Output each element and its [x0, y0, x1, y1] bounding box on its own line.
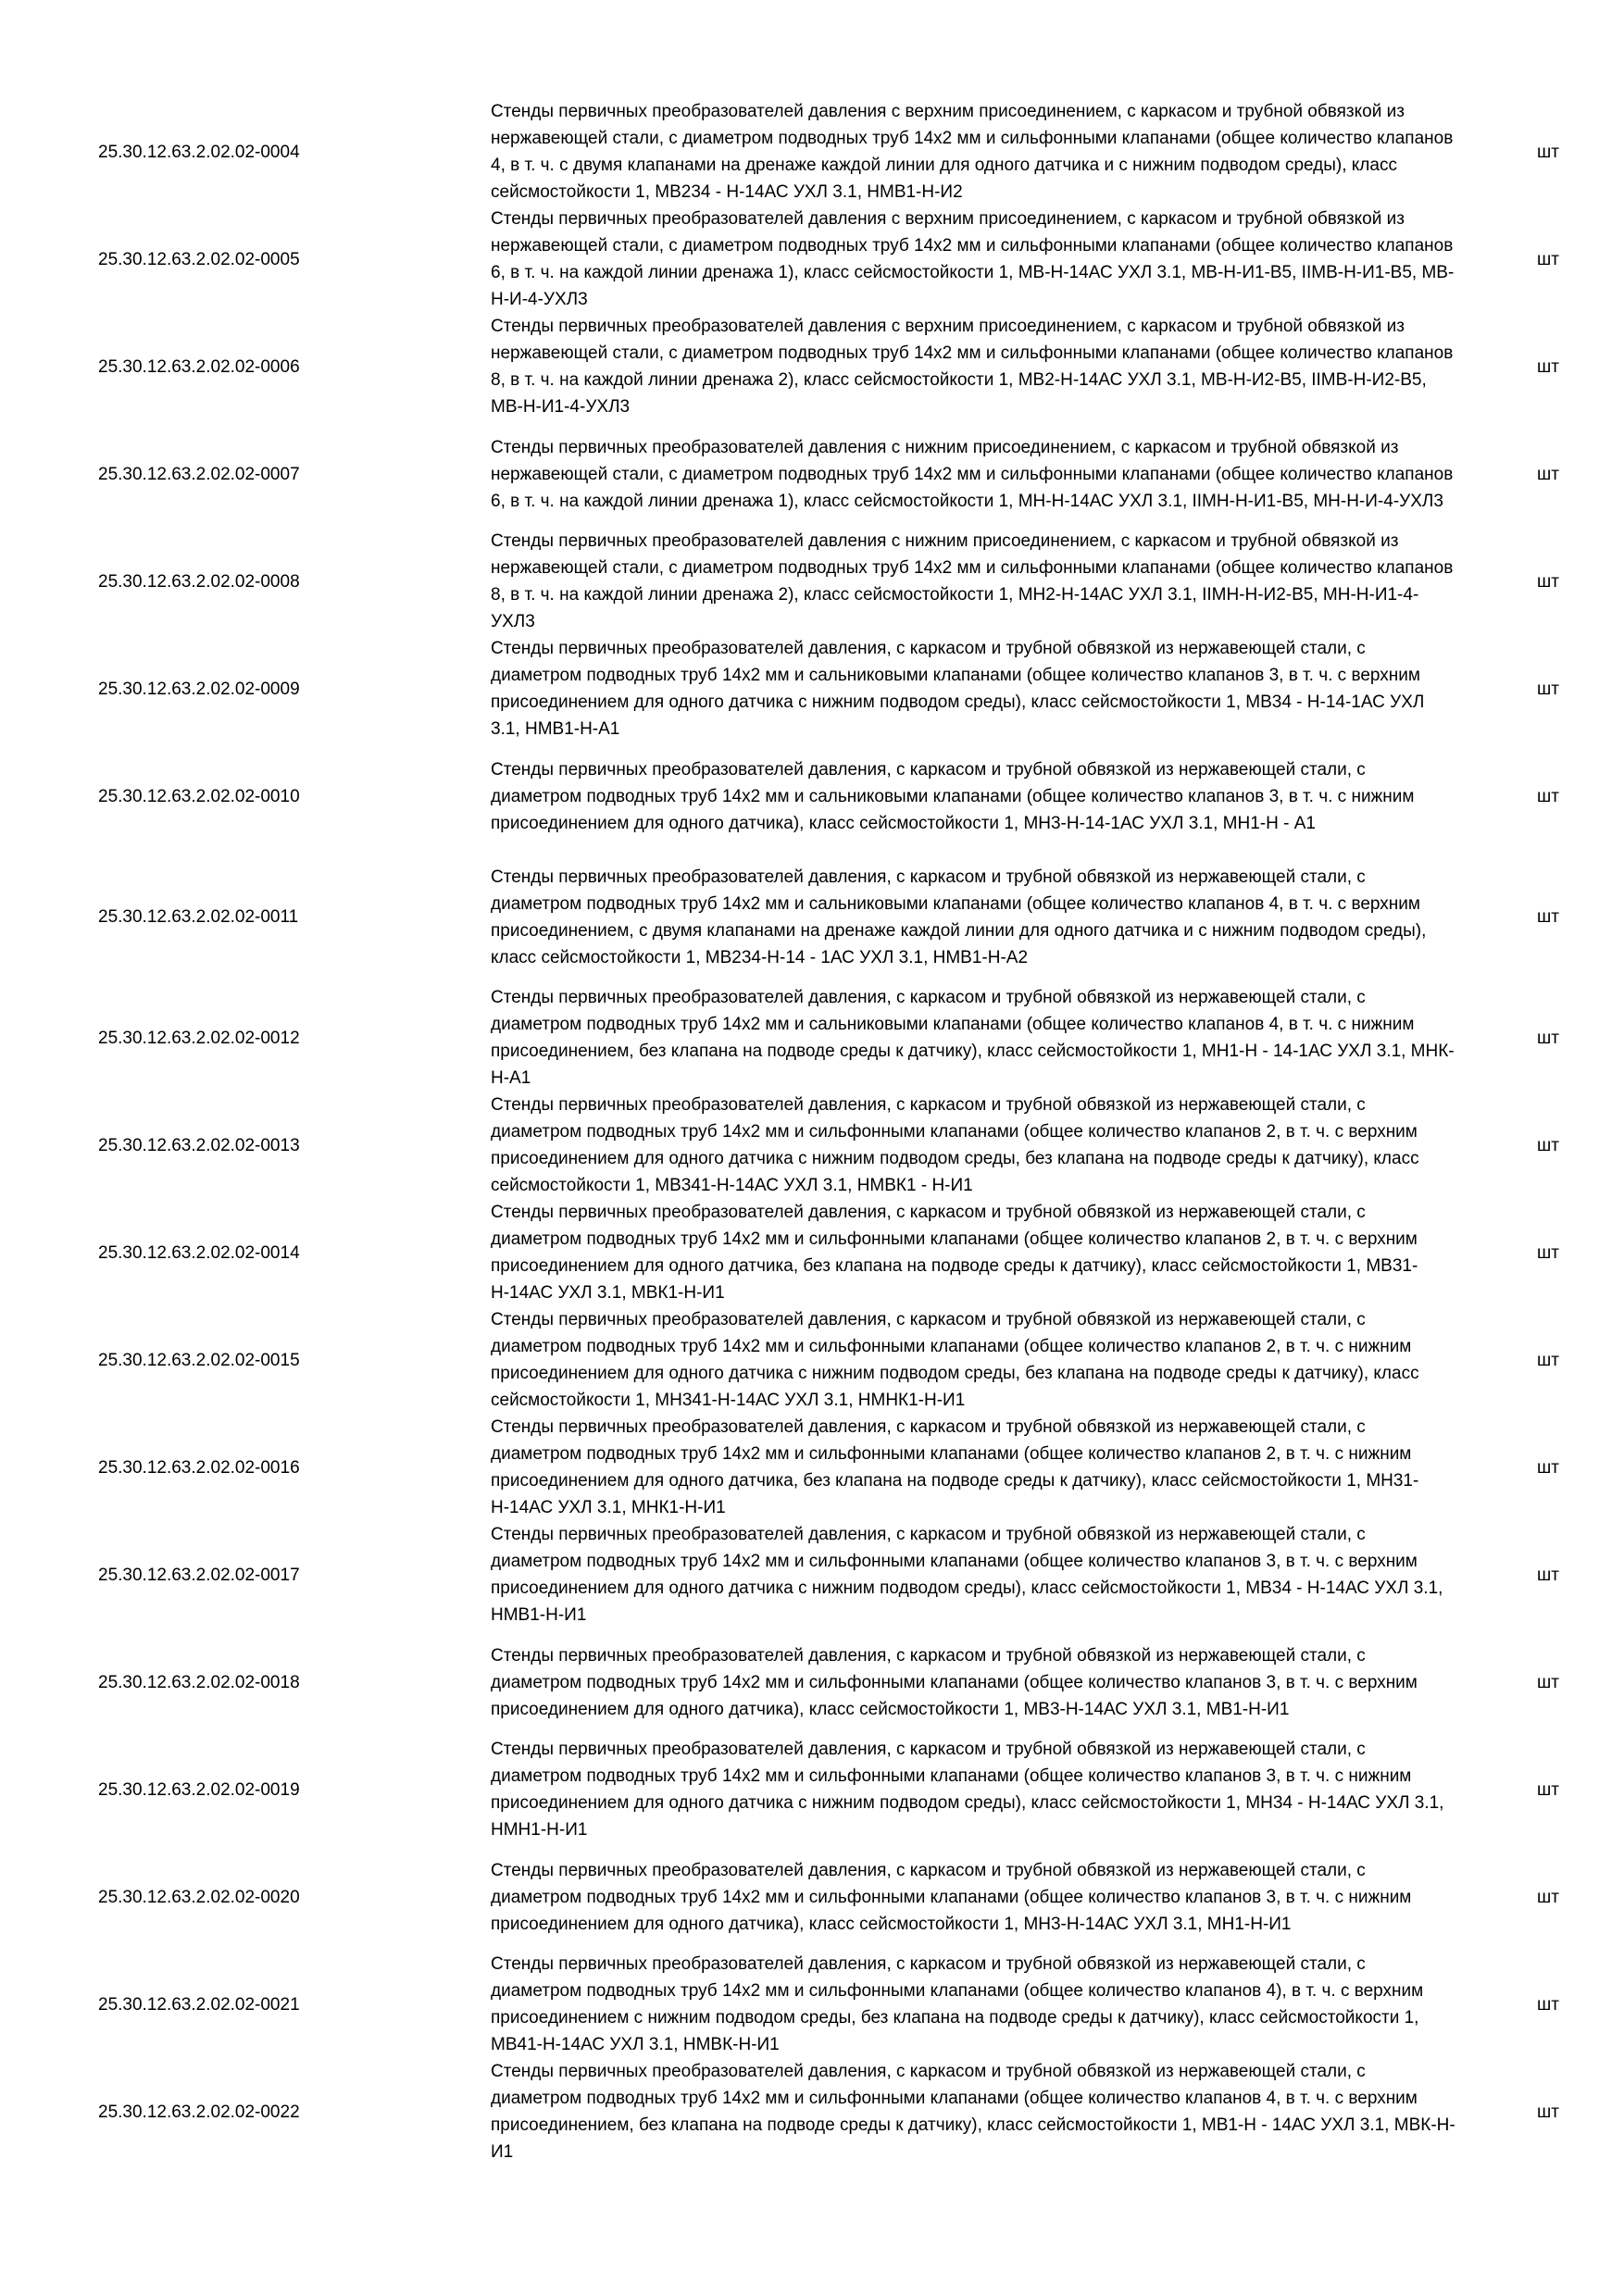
- item-description: Стенды первичных преобразователей давления, с каркасом и трубной обвязкой из нержавеющей стали, с диаметром подводных труб 14х2 мм и сильфонными клапанами (общее количество клапанов 3, в т. ч. с нижним присоединением для одного датчика), класс сейсмостойкости 1, МН3-Н-14АС УХЛ 3.1, МН1-Н-И1: [491, 1860, 1412, 1934]
- item-description: Стенды первичных преобразователей давления, с каркасом и трубной обвязкой из нержавеющей стали, с диаметром подводных труб 14х2 мм и сильфонными клапанами (общее количество клапанов 3, в т. ч. с верхним присоединением для одного датчика), класс сейсмостойкости 1, МВ3-Н-14АС УХЛ 3.1, МВ1-Н-И1: [491, 1645, 1418, 1719]
- table-row: [0, 206, 1624, 313]
- item-code: 25.30.12.63.2.02.02-0012: [98, 1028, 300, 1048]
- table-row: [0, 1736, 1624, 1843]
- item-unit: шт: [1537, 786, 1559, 806]
- item-unit: шт: [1537, 1779, 1559, 1800]
- item-code: 25.30.12.63.2.02.02-0022: [98, 2102, 300, 2122]
- table-row: [0, 98, 1624, 206]
- table-row: [0, 420, 1624, 528]
- item-code: 25.30.12.63.2.02.02-0019: [98, 1779, 300, 1800]
- table-row: [0, 1843, 1624, 1951]
- item-description: Стенды первичных преобразователей давления, с каркасом и трубной обвязкой из нержавеющей стали, с диаметром подводных труб 14х2 мм и сальниковыми клапанами (общее количество клапанов 3, в т. ч. с нижним присоединением для одного датчика), класс сейсмостойкости 1, МН3-Н-14-1АС УХЛ 3.1, МН1-Н - А1: [491, 759, 1415, 833]
- item-code: 25.30.12.63.2.02.02-0020: [98, 1887, 300, 1907]
- item-unit: шт: [1537, 1672, 1559, 1692]
- table-row: [0, 1951, 1624, 2058]
- table-row: [0, 1414, 1624, 1521]
- table-row: [0, 984, 1624, 1092]
- item-description: Стенды первичных преобразователей давления, с каркасом и трубной обвязкой из нержавеющей стали, с диаметром подводных труб 14х2 мм и сильфонными клапанами (общее количество клапанов 3, в т. ч. с верхним присоединением для одного датчика с нижним подводом среды), класс сейсмостойкости 1, МВ34 - Н-14АС УХЛ 3.1, НМВ1-Н-И1: [491, 1525, 1443, 1625]
- item-unit: шт: [1537, 1242, 1559, 1263]
- table-row: [0, 850, 1624, 984]
- item-description: Стенды первичных преобразователей давления, с каркасом и трубной обвязкой из нержавеющей стали, с диаметром подводных труб 14х2 мм и сильфонными клапанами (общее количество клапанов 3, в т. ч. с нижним присоединением для одного датчика с нижним подводом среды), класс сейсмостойкости 1, МН34 - Н-14АС УХЛ 3.1, НМН1-Н-И1: [491, 1740, 1444, 1840]
- item-unit: шт: [1537, 1565, 1559, 1585]
- item-unit: шт: [1537, 907, 1559, 927]
- table-row: [0, 313, 1624, 420]
- item-unit: шт: [1537, 1350, 1559, 1370]
- item-description: Стенды первичных преобразователей давления, с каркасом и трубной обвязкой из нержавеющей стали, с диаметром подводных труб 14х2 мм и сильфонными клапанами (общее количество клапанов 2, в т. ч. с нижним присоединением для одного датчика, без клапана на подводе среды к датчику), класс сейсмостойкости 1, МН31-Н-14АС УХЛ 3.1, МНК1-Н-И1: [491, 1417, 1419, 1517]
- table-row: [0, 1092, 1624, 1199]
- item-code: 25.30.12.63.2.02.02-0004: [98, 142, 300, 162]
- item-unit: шт: [1537, 1887, 1559, 1907]
- table-row: [0, 635, 1624, 742]
- table-row: [0, 2058, 1624, 2165]
- item-code: 25.30.12.63.2.02.02-0017: [98, 1565, 300, 1585]
- item-description: Стенды первичных преобразователей давления, с каркасом и трубной обвязкой из нержавеющей стали, с диаметром подводных труб 14х2 мм и сильфонными клапанами (общее количество клапанов 4, в т. ч. с верхним присоединением, без клапана на подводе среды к датчику), класс сейсмостойкости 1, МВ1-Н - 14АС УХЛ 3.1, МВК-Н-И1: [491, 2062, 1455, 2162]
- item-description: Стенды первичных преобразователей давления, с каркасом и трубной обвязкой из нержавеющей стали, с диаметром подводных труб 14х2 мм и сильфонными клапанами (общее количество клапанов 2, в т. ч. с нижним присоединением для одного датчика с нижним подводом среды, без клапана на подводе среды к датчику), класс сейсмостойкости 1, МН341-Н-14АС УХЛ 3.1, НМНК1-Н-И1: [491, 1310, 1419, 1410]
- item-description: Стенды первичных преобразователей давления, с каркасом и трубной обвязкой из нержавеющей стали, с диаметром подводных труб 14х2 мм и сильфонными клапанами (общее количество клапанов 2, в т. ч. с верхним присоединением для одного датчика, без клапана на подводе среды к датчику), класс сейсмостойкости 1, МВ31-Н-14АС УХЛ 3.1, МВК1-Н-И1: [491, 1203, 1418, 1303]
- item-code: 25.30.12.63.2.02.02-0013: [98, 1135, 300, 1155]
- item-code: 25.30.12.63.2.02.02-0008: [98, 571, 300, 592]
- catalog-table: [0, 98, 1624, 2165]
- item-unit: шт: [1537, 2102, 1559, 2122]
- item-description: Стенды первичных преобразователей давления с верхним присоединением, с каркасом и трубной обвязкой из нержавеющей стали, с диаметром подводных труб 14х2 мм и сильфонными клапанами (общее количество клапанов 6, в т. ч. на каждой линии дренажа 1), класс сейсмостойкости 1, МВ-Н-14АС УХЛ 3.1, МВ-Н-И1-В5, IIМВ-Н-И1-В5, МВ-Н-И-4-УХЛ3: [491, 209, 1455, 309]
- item-code: 25.30.12.63.2.02.02-0021: [98, 1994, 300, 2015]
- item-description: Стенды первичных преобразователей давления, с каркасом и трубной обвязкой из нержавеющей стали, с диаметром подводных труб 14х2 мм и сильфонными клапанами (общее количество клапанов 4), в т. ч. с верхним присоединением с нижним подводом среды, без клапана на подводе среды к датчику), класс сейсмостойкости 1, МВ41-Н-14АС УХЛ 3.1, НМВК-Н-И1: [491, 1954, 1424, 2054]
- item-code: 25.30.12.63.2.02.02-0016: [98, 1457, 300, 1478]
- item-description: Стенды первичных преобразователей давления с нижним присоединением, с каркасом и трубной обвязкой из нержавеющей стали, с диаметром подводных труб 14х2 мм и сильфонными клапанами (общее количество клапанов 8, в т. ч. на каждой линии дренажа 2), класс сейсмостойкости 1, МН2-Н-14АС УХЛ 3.1, IIМН-Н-И2-В5, МН-Н-И1-4-УХЛ3: [491, 531, 1454, 631]
- item-unit: шт: [1537, 1457, 1559, 1478]
- item-code: 25.30.12.63.2.02.02-0015: [98, 1350, 300, 1370]
- item-code: 25.30.12.63.2.02.02-0005: [98, 249, 300, 269]
- item-description: Стенды первичных преобразователей давления с верхним присоединением, с каркасом и трубной обвязкой из нержавеющей стали, с диаметром подводных труб 14х2 мм и сильфонными клапанами (общее количество клапанов 4, в т. ч. с двумя клапанами на дренаже каждой линии для одного датчика и с нижним подводом среды), класс сейсмостойкости 1, МВ234 - Н-14АС УХЛ 3.1, НМВ1-Н-И2: [491, 102, 1454, 202]
- item-description: Стенды первичных преобразователей давления с нижним присоединением, с каркасом и трубной обвязкой из нержавеющей стали, с диаметром подводных труб 14х2 мм и сильфонными клапанами (общее количество клапанов 6, в т. ч. на каждой линии дренажа 1), класс сейсмостойкости 1, МН-Н-14АС УХЛ 3.1, IIМН-Н-И1-В5, МН-Н-И-4-УХЛ3: [491, 437, 1454, 511]
- item-unit: шт: [1537, 1135, 1559, 1155]
- item-description: Стенды первичных преобразователей давления, с каркасом и трубной обвязкой из нержавеющей стали, с диаметром подводных труб 14х2 мм и сальниковыми клапанами (общее количество клапанов 4, в т. ч. с нижним присоединением, без клапана на подводе среды к датчику), класс сейсмостойкости 1, МН1-Н - 14-1АС УХЛ 3.1, МНК-Н-А1: [491, 988, 1455, 1088]
- item-unit: шт: [1537, 356, 1559, 377]
- item-unit: шт: [1537, 679, 1559, 699]
- table-row: [0, 1521, 1624, 1628]
- table-row: [0, 1199, 1624, 1306]
- table-row: [0, 742, 1624, 850]
- item-code: 25.30.12.63.2.02.02-0010: [98, 786, 300, 806]
- item-description: Стенды первичных преобразователей давления, с каркасом и трубной обвязкой из нержавеющей стали, с диаметром подводных труб 14х2 мм и сальниковыми клапанами (общее количество клапанов 3, в т. ч. с верхним присоединением для одного датчика с нижним подводом среды), класс сейсмостойкости 1, МВ34 - Н-14-1АС УХЛ 3.1, НМВ1-Н-А1: [491, 639, 1425, 739]
- item-unit: шт: [1537, 142, 1559, 162]
- item-unit: шт: [1537, 1994, 1559, 2015]
- item-code: 25.30.12.63.2.02.02-0006: [98, 356, 300, 377]
- table-row: [0, 1628, 1624, 1736]
- item-code: 25.30.12.63.2.02.02-0007: [98, 464, 300, 484]
- item-description: Стенды первичных преобразователей давления с верхним присоединением, с каркасом и трубной обвязкой из нержавеющей стали, с диаметром подводных труб 14х2 мм и сильфонными клапанами (общее количество клапанов 8, в т. ч. на каждой линии дренажа 2), класс сейсмостойкости 1, МВ2-Н-14АС УХЛ 3.1, МВ-Н-И2-В5, IIМВ-Н-И2-В5, МВ-Н-И1-4-УХЛ3: [491, 317, 1454, 417]
- item-unit: шт: [1537, 571, 1559, 592]
- item-description: Стенды первичных преобразователей давления, с каркасом и трубной обвязкой из нержавеющей стали, с диаметром подводных труб 14х2 мм и сальниковыми клапанами (общее количество клапанов 4, в т. ч. с верхним присоединением, с двумя клапанами на дренаже каждой линии для одного датчика и с нижним подводом среды), класс сейсмостойкости 1, МВ234-Н-14 - 1АС УХЛ 3.1, НМВ1-Н-А2: [491, 867, 1427, 967]
- item-code: 25.30.12.63.2.02.02-0018: [98, 1672, 300, 1692]
- item-unit: шт: [1537, 464, 1559, 484]
- item-unit: шт: [1537, 1028, 1559, 1048]
- item-code: 25.30.12.63.2.02.02-0009: [98, 679, 300, 699]
- table-row: [0, 1306, 1624, 1414]
- table-row: [0, 528, 1624, 635]
- item-description: Стенды первичных преобразователей давления, с каркасом и трубной обвязкой из нержавеющей стали, с диаметром подводных труб 14х2 мм и сильфонными клапанами (общее количество клапанов 2, в т. ч. с верхним присоединением для одного датчика с нижним подводом среды, без клапана на подводе среды к датчику), класс сейсмостойкости 1, МВ341-Н-14АС УХЛ 3.1, НМВК1 - Н-И1: [491, 1095, 1419, 1195]
- item-code: 25.30.12.63.2.02.02-0011: [98, 907, 299, 927]
- catalog-table-body: [0, 98, 1624, 2165]
- document-page: [0, 98, 1624, 2165]
- item-unit: шт: [1537, 249, 1559, 269]
- item-code: 25.30.12.63.2.02.02-0014: [98, 1242, 300, 1263]
